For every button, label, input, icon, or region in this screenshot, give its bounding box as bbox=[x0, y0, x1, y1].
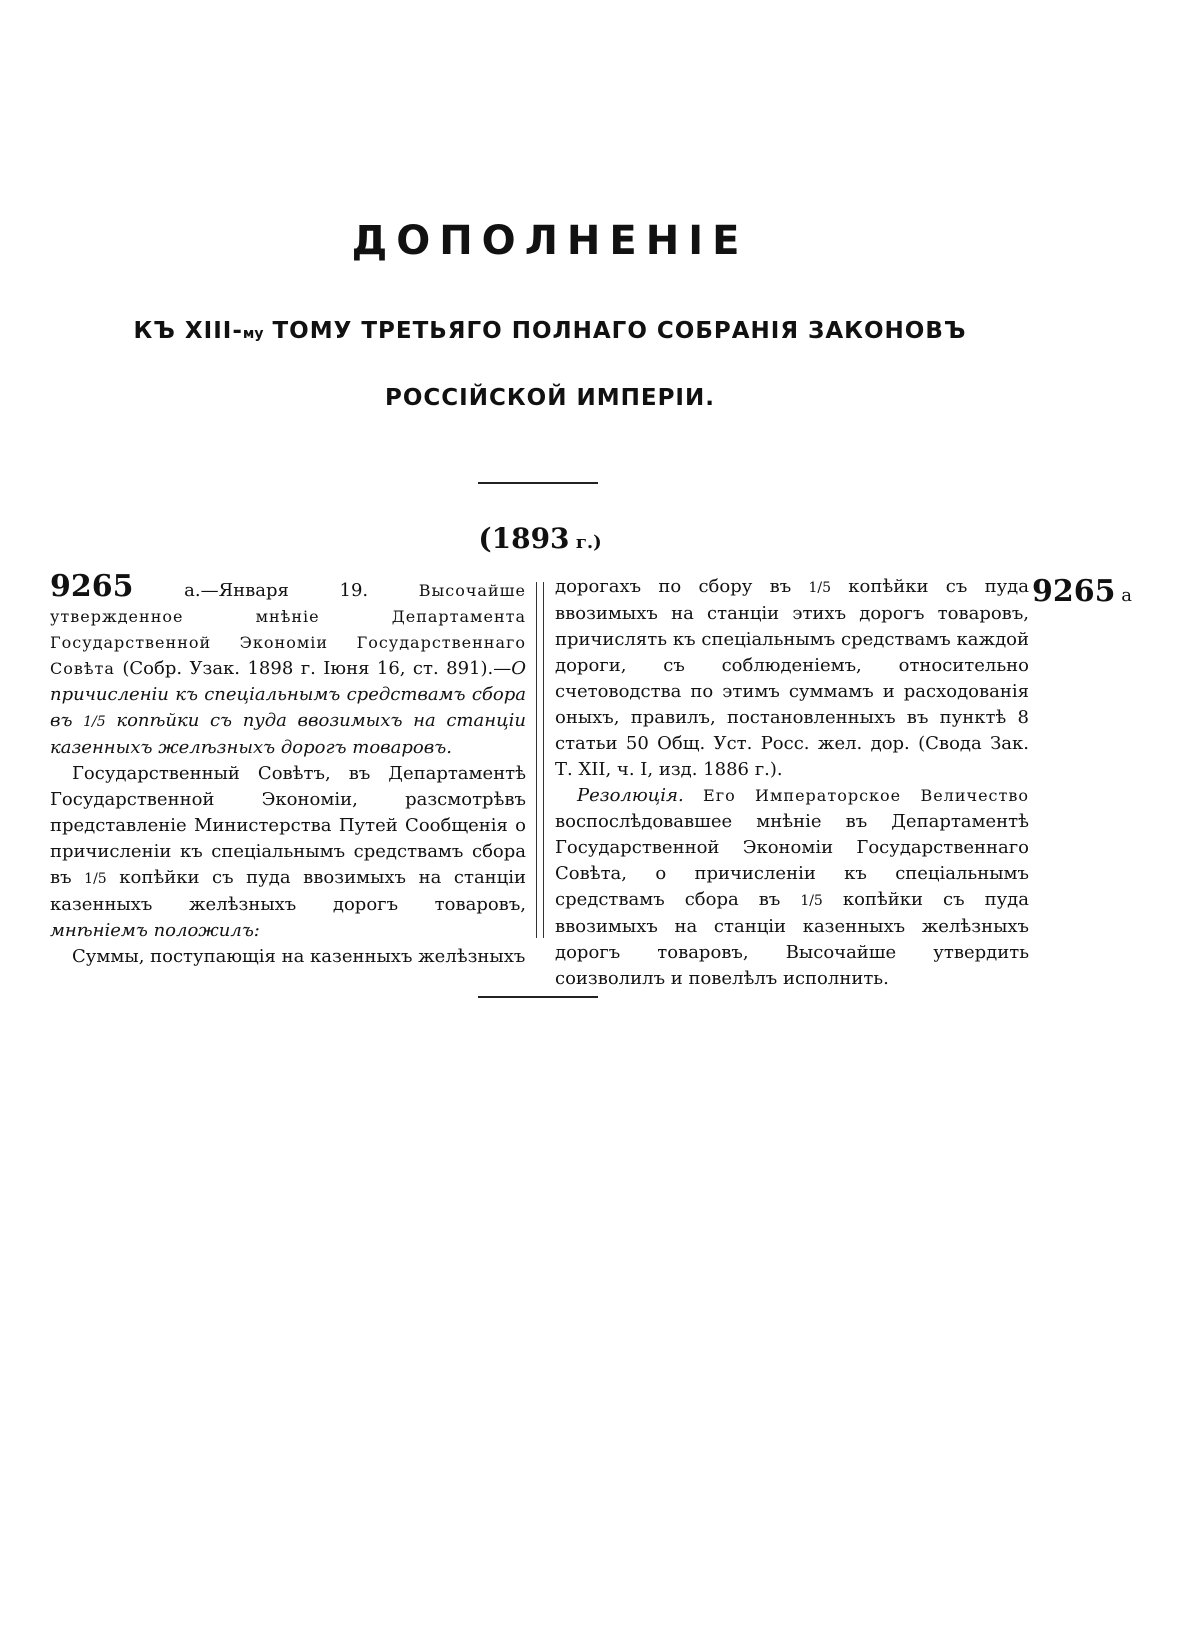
right-p1-fraction: 1/5 bbox=[808, 580, 832, 596]
top-rule bbox=[478, 482, 598, 484]
column-divider bbox=[536, 582, 544, 938]
resolution-fraction: 1/5 bbox=[800, 893, 823, 909]
subtitle-volume-suffix: му bbox=[242, 326, 264, 342]
margin-article-number bbox=[1032, 574, 1132, 609]
resolution-paragraph bbox=[555, 783, 1029, 992]
left-p1-part1: Государственный Совѣтъ, въ Департаментѣ Государственной Экономіи, разсмотрѣвъ представленіе Министерства Путей Сообщенія о причисленіи къ спеціальнымъ средствамъ сбора въ bbox=[50, 763, 526, 888]
article-intro-spaced: Высочайше утвержденное мнѣніе Департамента Государственной Экономіи Государственнаго Совѣта bbox=[50, 581, 526, 678]
article-date: —Января 19. bbox=[200, 580, 419, 601]
year-open: ( bbox=[478, 522, 492, 555]
resolution-label: Резолюція. bbox=[577, 785, 684, 806]
right-paragraph-1 bbox=[555, 574, 1029, 783]
right-column bbox=[555, 574, 1029, 992]
bottom-rule bbox=[478, 996, 598, 998]
article-intro bbox=[50, 569, 527, 761]
article-heading-part1: О причисленіи къ спеціальнымъ средствамъ сбора въ bbox=[50, 658, 526, 731]
resolution-spaced: Его Императорское Величество bbox=[683, 786, 1029, 805]
right-p1-part1: дорогахъ по сбору въ bbox=[555, 576, 809, 597]
article-heading-fraction: 1/5 bbox=[83, 714, 106, 730]
margin-letter: а bbox=[1115, 585, 1132, 606]
subtitle-post: ТОМУ ТРЕТЬЯГО ПОЛНАГО СОБРАНІЯ ЗАКОНОВЪ bbox=[263, 318, 967, 344]
margin-number: 9265 bbox=[1032, 574, 1116, 609]
year-suffix: г.) bbox=[569, 532, 602, 553]
left-p1-fraction: 1/5 bbox=[84, 871, 107, 887]
year-heading bbox=[0, 522, 1080, 555]
left-column bbox=[50, 569, 527, 970]
article-reference: (Собр. Узак. 1898 г. Іюня 16, ст. 891).— bbox=[114, 658, 512, 679]
article-number: 9265 bbox=[50, 569, 134, 604]
left-p1-italic: мнѣніемъ положилъ: bbox=[50, 920, 260, 941]
page-subtitle-empire: РОССІЙСКОЙ ИМПЕРІИ. bbox=[385, 385, 715, 411]
year-number: 1893 bbox=[491, 522, 570, 555]
right-p1-part2: копѣйки съ пуда ввозимыхъ на станціи этихъ дорогъ товаровъ, причислять къ спеціальнымъ средствамъ каждой дороги, съ соблюденіемъ, относительно счетоводства по этимъ суммамъ и расходованія оныхъ, правилъ, постановленныхъ въ пунктѣ 8 статьи 50 Общ. Уст. Росс. жел. дор. (Свода Зак. Т. XII, ч. I, изд. 1886 г.). bbox=[555, 576, 1029, 780]
resolution-part2: копѣйки съ пуда ввозимыхъ на станціи казенныхъ желѣзныхъ дорогъ товаровъ, Высочайше утвердить соизволилъ и повелѣлъ исполнить. bbox=[555, 889, 1029, 989]
left-p1-part2: копѣйки съ пуда ввозимыхъ на станціи казенныхъ желѣзныхъ дорогъ товаровъ, bbox=[50, 867, 526, 915]
article-heading-part2: копѣйки съ пуда ввозимыхъ на станціи казенныхъ желѣзныхъ дорогъ товаровъ. bbox=[50, 710, 527, 758]
page-subtitle bbox=[0, 318, 1100, 344]
subtitle-pre: КЪ XIII- bbox=[133, 318, 243, 344]
left-paragraph-2: Суммы, поступающія на казенныхъ желѣзныхъ bbox=[72, 946, 526, 967]
left-paragraph-1 bbox=[50, 761, 526, 944]
page-title: ДОПОЛНЕНІЕ bbox=[351, 218, 749, 264]
article-letter: а. bbox=[133, 580, 201, 601]
resolution-part1: воспослѣдовавшее мнѣніе въ Департаментѣ Государственной Экономіи Государственнаго Совѣта, о причисленіи къ спеціальнымъ средствамъ сбора въ bbox=[555, 811, 1029, 910]
